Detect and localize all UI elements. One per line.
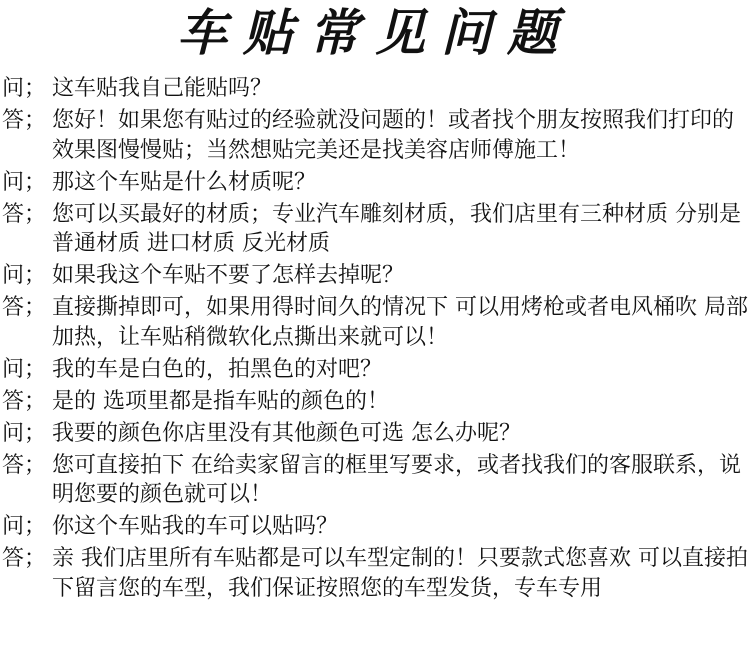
- question-text: 如果我这个车贴不要了怎样去掉呢？: [52, 263, 405, 288]
- page-title: 车贴常见问题: [177, 3, 573, 62]
- question-text: 我的车是白色的，拍黑色的对吧？: [52, 356, 383, 382]
- faq-question: [2, 419, 748, 449]
- faq-question: [2, 261, 748, 291]
- answer-text: 是的 选项里都是指车贴的颜色的！: [52, 388, 389, 414]
- faq-answer: [2, 293, 748, 352]
- question-label: 问；: [2, 420, 47, 446]
- answer-label: 答；: [2, 201, 47, 227]
- answer-label: 答；: [2, 295, 47, 320]
- faq-question: [2, 74, 748, 104]
- question-label: 问；: [2, 356, 47, 382]
- faq-answer: [2, 106, 748, 165]
- question-label: 问；: [2, 76, 47, 101]
- faq-question: [2, 355, 748, 385]
- question-text: 我要的颜色你店里没有其他颜色可选 怎么办呢？: [52, 420, 521, 446]
- answer-text: 您可以买最好的材质；专业汽车雕刻材质，我们店里有三种材质 分别是普通材质 进口材质 反光材质: [52, 201, 741, 256]
- faq-list: [2, 74, 748, 606]
- question-text: 你这个车贴我的车可以贴吗？: [52, 514, 339, 539]
- answer-label: 答；: [2, 452, 47, 478]
- faq-answer: [2, 544, 748, 603]
- answer-label: 答；: [2, 388, 47, 414]
- question-label: 问；: [2, 514, 47, 539]
- answer-text: 您好！如果您有贴过的经验就没问题的！或者找个朋友按照我们打印的效果图慢慢贴；当然想贴完美还是找美容店师傅施工！: [52, 108, 735, 163]
- answer-text: 直接撕掉即可，如果用得时间久的情况下 可以用烤枪或者电风桶吹 局部加热，让车贴稍微软化点撕出来就可以！: [52, 295, 748, 350]
- answer-text: 亲 我们店里所有车贴都是可以车型定制的！只要款式您喜欢 可以直接拍下留言您的车型，我们保证按照您的车型发货，专车专用: [52, 546, 748, 601]
- question-text: 那这个车贴是什么材质呢？: [52, 169, 317, 195]
- answer-label: 答；: [2, 108, 47, 133]
- faq-answer: [2, 200, 748, 259]
- answer-text: 您可直接拍下 在给卖家留言的框里写要求，或者找我们的客服联系，说明您要的颜色就可以！: [52, 452, 741, 507]
- faq-answer: [2, 387, 748, 417]
- question-label: 问；: [2, 263, 47, 288]
- faq-answer: [2, 451, 748, 510]
- question-label: 问；: [2, 169, 47, 195]
- question-text: 这车贴我自己能贴吗？: [52, 76, 273, 101]
- faq-question: [2, 512, 748, 542]
- faq-question: [2, 168, 748, 198]
- answer-label: 答；: [2, 546, 47, 571]
